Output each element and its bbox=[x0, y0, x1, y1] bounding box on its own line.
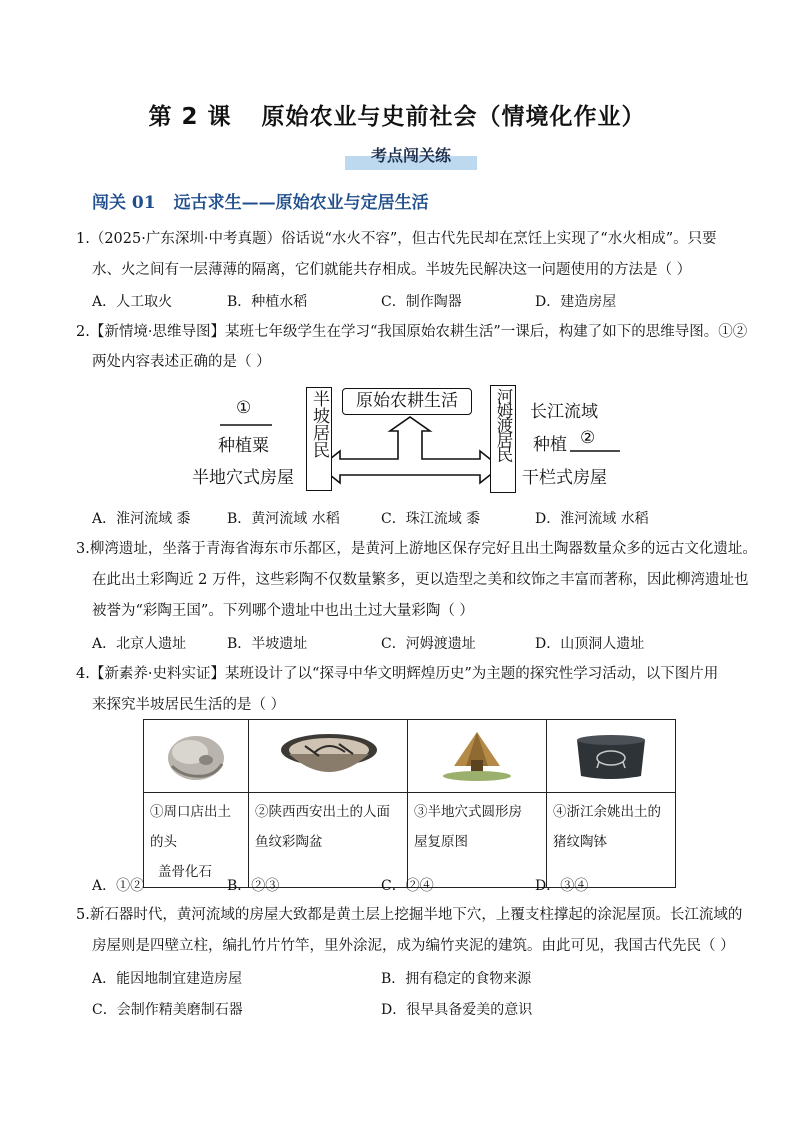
q5-option-b[interactable]: B．拥有稳定的食物来源 bbox=[381, 971, 532, 987]
q5-option-a[interactable]: A．能因地制宜建造房屋 bbox=[92, 971, 243, 987]
image-cell-1 bbox=[144, 720, 249, 793]
lesson-title: 原始农业与史前社会（情境化作业） bbox=[261, 104, 646, 130]
picture-table bbox=[143, 719, 676, 888]
q2-option-c[interactable]: C．珠江流域 黍 bbox=[381, 511, 481, 527]
question-3-line-1: 3.柳湾遗址，坐落于青海省海东市乐都区，是黄河上游地区保存完好且出土陶器数量众多的远古文化遗址。 bbox=[76, 541, 757, 557]
caption-4 bbox=[547, 793, 676, 888]
caption-2 bbox=[249, 793, 408, 888]
q1-option-d[interactable]: D．建造房屋 bbox=[535, 294, 617, 310]
caption-4-line-2: 猪纹陶钵 bbox=[553, 834, 607, 850]
q1-option-b[interactable]: B．种植水稻 bbox=[227, 294, 308, 310]
left-house: 半地穴式房屋 bbox=[192, 468, 294, 488]
question-5-line-2: 房屋则是四壁立柱，编扎竹片竹竿，里外涂泥，成为编竹夹泥的建筑。由此可见，我国古代先民（ ） bbox=[92, 938, 735, 954]
right-house: 干栏式房屋 bbox=[522, 468, 607, 488]
q4-option-c[interactable]: C．②④ bbox=[381, 878, 434, 894]
question-4-line-1: 4.【新素养·史料实证】某班设计了以“探寻中华文明辉煌历史”为主题的探究性学习活动，以下图片用 bbox=[76, 666, 719, 682]
mind-map-diagram bbox=[180, 383, 640, 495]
q5-option-c[interactable]: C．会制作精美磨制石器 bbox=[92, 1002, 243, 1018]
question-1-line-1: 1.（2025·广东深圳·中考真题）俗话说“水火不容”，但古代先民却在烹饪上实现了“水火相成”。只要 bbox=[76, 231, 717, 247]
question-3-line-3: 被誉为“彩陶王国”。下列哪个遗址中也出土过大量彩陶（ ） bbox=[92, 603, 474, 619]
section-heading bbox=[92, 188, 429, 213]
image-cell-2 bbox=[249, 720, 408, 793]
question-3-line-2: 在此出土彩陶近 2 万件，这些彩陶不仅数量繁多，更以造型之美和纹饰之丰富而著称，因此柳湾遗址也 bbox=[92, 572, 749, 588]
question-1-line-2: 水、火之间有一层薄薄的隔离，它们就能共存相成。半坡先民解决这一问题使用的方法是（ ） bbox=[92, 262, 692, 278]
q4-option-d[interactable]: D．③④ bbox=[535, 878, 589, 894]
q3-option-c[interactable]: C．河姆渡遗址 bbox=[381, 636, 476, 652]
q2-option-b[interactable]: B．黄河流域 水稻 bbox=[227, 511, 340, 527]
section-title: 远古求生——原始农业与定居生活 bbox=[173, 193, 429, 213]
pig-pattern-pottery-image bbox=[547, 720, 675, 792]
right-region: 长江流域 bbox=[530, 402, 598, 422]
lesson-number: 第 2 课 bbox=[148, 104, 232, 130]
question-2-line-1: 2.【新情境·思维导图】某班七年级学生在学习“我国原始农耕生活”一课后，构建了如下的思维导图。①② bbox=[76, 324, 748, 340]
painted-pottery-basin-image bbox=[249, 720, 407, 792]
right-crop-prefix: 种植 bbox=[533, 435, 567, 455]
q5-option-d[interactable]: D．很早具备爱美的意识 bbox=[381, 1002, 533, 1018]
caption-4-line-1: ④浙江余姚出土的 bbox=[553, 804, 661, 820]
q3-option-a[interactable]: A．北京人遗址 bbox=[92, 636, 187, 652]
hemudu-residents-label: 河姆渡居民 bbox=[494, 388, 513, 461]
hemudu-residents-box bbox=[490, 385, 516, 493]
q1-option-c[interactable]: C．制作陶器 bbox=[381, 294, 462, 310]
blank-2: ② bbox=[580, 428, 596, 448]
caption-2-line-1: ②陕西西安出土的人面 bbox=[255, 804, 390, 820]
section-number: 闯关 01 bbox=[92, 193, 156, 213]
caption-3 bbox=[408, 793, 547, 888]
question-2-line-2: 两处内容表述正确的是（ ） bbox=[92, 354, 271, 370]
center-topic-box bbox=[342, 388, 472, 415]
question-5-line-1: 5.新石器时代，黄河流域的房屋大致都是黄土层上挖掘半地下穴，上覆支柱撑起的涂泥屋顶。长江流域的 bbox=[76, 907, 743, 923]
blank-1: ① bbox=[236, 398, 252, 418]
banpo-residents-box bbox=[306, 387, 332, 491]
caption-3-line-2: 屋复原图 bbox=[414, 834, 468, 850]
q2-option-d[interactable]: D．淮河流域 水稻 bbox=[535, 511, 649, 527]
caption-3-line-1: ③半地穴式圆形房 bbox=[414, 804, 522, 820]
caption-1-line-2: 盖骨化石 bbox=[158, 864, 212, 880]
q3-option-b[interactable]: B．半坡遗址 bbox=[227, 636, 308, 652]
round-house-reconstruction-image bbox=[408, 720, 546, 792]
q3-option-d[interactable]: D．山顶洞人遗址 bbox=[535, 636, 645, 652]
q2-option-a[interactable]: A．淮河流域 黍 bbox=[92, 511, 191, 527]
banpo-residents-label: 半坡居民 bbox=[309, 390, 329, 458]
page-title bbox=[0, 98, 794, 131]
three-way-arrow-icon bbox=[320, 417, 500, 483]
image-cell-4 bbox=[547, 720, 676, 793]
q4-option-b[interactable]: B．②③ bbox=[227, 878, 280, 894]
q4-option-a[interactable]: A．①② bbox=[92, 878, 145, 894]
caption-2-line-2: 鱼纹彩陶盆 bbox=[255, 834, 323, 850]
caption-1-line-1: ①周口店出土的头 bbox=[150, 804, 231, 850]
section-badge bbox=[345, 143, 477, 169]
caption-1 bbox=[144, 793, 249, 888]
badge-label: 考点闯关练 bbox=[370, 146, 451, 165]
skull-fossil-image bbox=[144, 720, 248, 792]
question-4-line-2: 来探究半坡居民生活的是（ ） bbox=[92, 697, 286, 713]
q1-option-a[interactable]: A．人工取火 bbox=[92, 294, 173, 310]
image-cell-3 bbox=[408, 720, 547, 793]
left-crop: 种植粟 bbox=[218, 436, 269, 456]
center-topic-label: 原始农耕生活 bbox=[356, 391, 458, 411]
